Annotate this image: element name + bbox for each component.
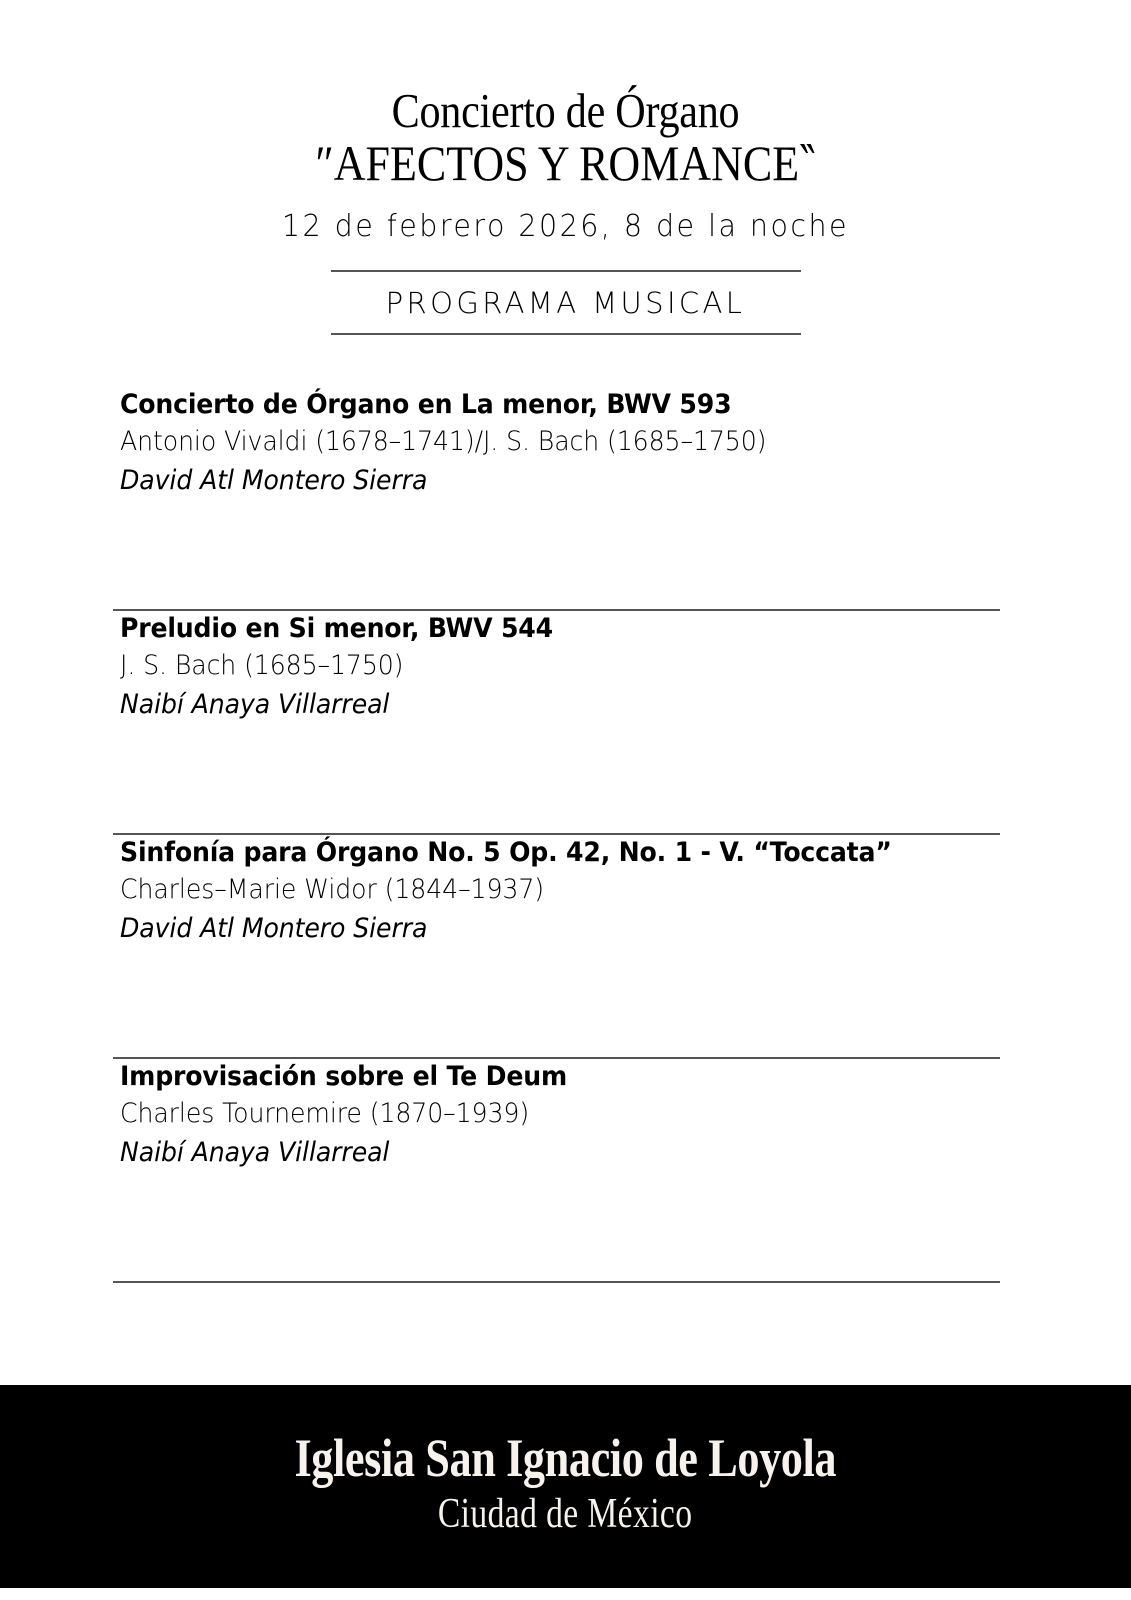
program-entry	[0, 387, 1131, 609]
entry-title: Improvisación sobre el Te Deum	[120, 1061, 568, 1092]
entry-composer: Antonio Vivaldi (1678–1741)/J. S. Bach (1685–1750)	[120, 426, 767, 458]
program-entry	[0, 835, 1131, 1057]
entry-title: Preludio en Si menor, BWV 544	[120, 613, 553, 644]
entry-title: Sinfonía para Órgano No. 5 Op. 42, No. 1 - V. “Toccata”	[120, 837, 892, 868]
program-header	[0, 0, 1131, 244]
program-banner-label: PROGRAMA MUSICAL	[385, 286, 746, 320]
venue-name: Iglesia San Ignacio de Loyola	[294, 1427, 837, 1488]
entry-title: Concierto de Órgano en La menor, BWV 593	[120, 389, 732, 420]
entry-performer: David Atl Montero Sierra	[120, 912, 428, 944]
program-entry-text	[0, 611, 1131, 723]
footer-bottom-strip	[0, 1588, 1131, 1600]
program-entry	[0, 1059, 1131, 1281]
venue-city: Ciudad de México	[438, 1490, 693, 1537]
entry-composer: Charles Tournemire (1870–1939)	[120, 1098, 530, 1130]
program-entry-text	[0, 1059, 1131, 1171]
entry-performer: David Atl Montero Sierra	[120, 464, 428, 496]
banner-rule-bottom	[331, 333, 801, 335]
entry-composer: Charles–Marie Widor (1844–1937)	[120, 874, 544, 906]
entry-composer: J. S. Bach (1685–1750)	[120, 650, 404, 682]
concert-kind-title: Concierto de Órgano	[391, 83, 740, 138]
layout-spacer	[0, 1283, 1131, 1385]
program-entry-text	[0, 387, 1131, 499]
entry-performer: Naibí Anaya Villarreal	[120, 1136, 390, 1168]
concert-date-line: 12 de febrero 2026, 8 de la noche	[281, 209, 850, 244]
program-list	[0, 387, 1131, 1283]
concert-name-title: ″AFECTOS Y ROMANCE‶	[315, 135, 816, 191]
program-entry-text	[0, 835, 1131, 947]
program-entry	[0, 611, 1131, 833]
entry-performer: Naibí Anaya Villarreal	[120, 688, 390, 720]
program-banner	[331, 270, 801, 335]
venue-footer	[0, 1385, 1131, 1588]
